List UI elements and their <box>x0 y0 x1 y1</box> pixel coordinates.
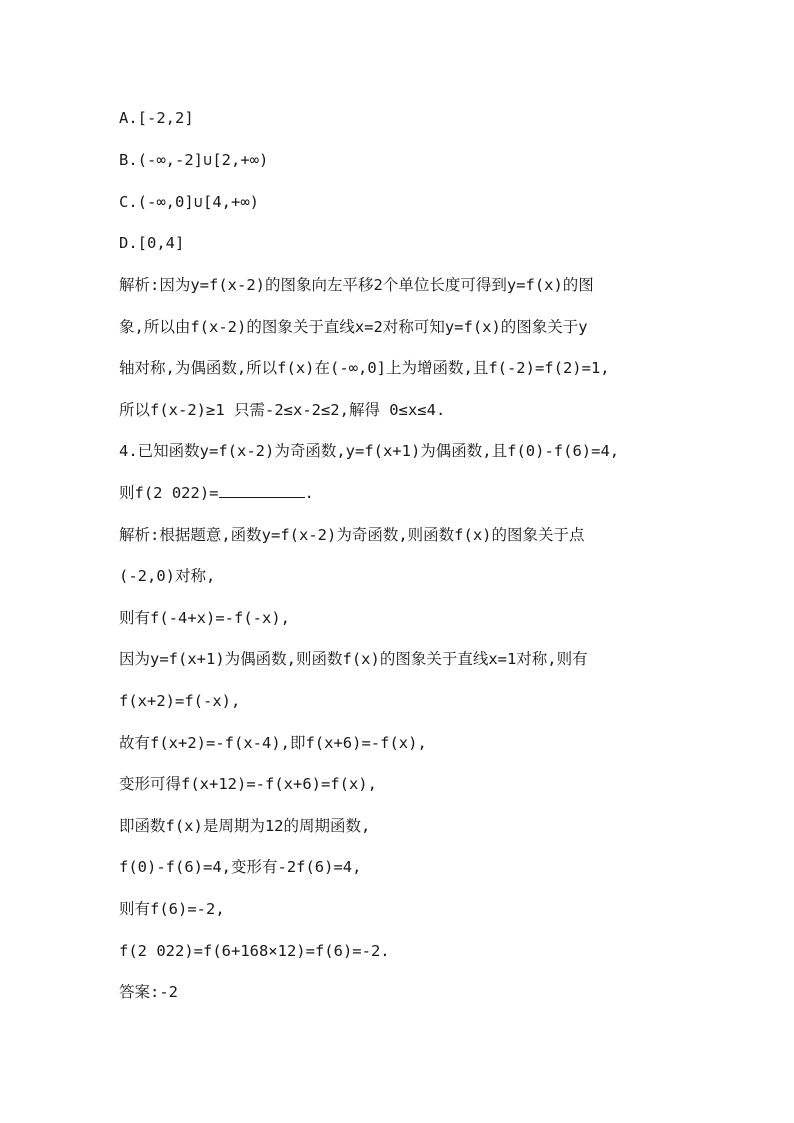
analysis4-line-3: 则有f(-4+x)=-f(-x), <box>119 609 290 627</box>
analysis3-line-3: 轴对称,为偶函数,所以f(x)在(-∞,0]上为增函数,且f(-2)=f(2)=1, <box>119 359 610 377</box>
analysis4-line-8: 即函数f(x)是周期为12的周期函数, <box>119 817 371 835</box>
analysis4-line-5: f(x+2)=f(-x), <box>119 692 241 710</box>
analysis4-line-1: 解析:根据题意,函数y=f(x-2)为奇函数,则函数f(x)的图象关于点 <box>119 526 585 544</box>
analysis4-line-11: f(2 022)=f(6+168×12)=f(6)=-2. <box>119 942 390 960</box>
answer-line: 答案:-2 <box>119 983 178 1001</box>
question4-line-2 <box>119 483 689 503</box>
analysis4-line-6: 故有f(x+2)=-f(x-4),即f(x+6)=-f(x), <box>119 734 427 752</box>
analysis4-line-2: (-2,0)对称, <box>119 567 216 585</box>
analysis4-line-4: 因为y=f(x+1)为偶函数,则函数f(x)的图象关于直线x=1对称,则有 <box>119 650 588 668</box>
analysis4-line-10: 则有f(6)=-2, <box>119 900 225 918</box>
option-a: A.[-2,2] <box>119 109 194 127</box>
question4-suffix: . <box>304 484 314 502</box>
analysis3-line-2: 象,所以由f(x-2)的图象关于直线x=2对称可知y=f(x)的图象关于y <box>119 318 588 336</box>
analysis3-line-1: 解析:因为y=f(x-2)的图象向左平移2个单位长度可得到y=f(x)的图 <box>119 276 594 294</box>
option-c: C.(-∞,0]∪[4,+∞) <box>119 193 259 211</box>
analysis4-line-9: f(0)-f(6)=4,变形有-2f(6)=4, <box>119 858 362 876</box>
option-d: D.[0,4] <box>119 234 185 252</box>
question4-line-1: 4.已知函数y=f(x-2)为奇函数,y=f(x+1)为偶函数,且f(0)-f(6)=4, <box>119 442 620 460</box>
analysis3-line-4: 所以f(x-2)≥1 只需-2≤x-2≤2,解得 0≤x≤4. <box>119 401 446 419</box>
option-b: B.(-∞,-2]∪[2,+∞) <box>119 151 269 169</box>
answer-blank <box>219 483 305 498</box>
analysis4-line-7: 变形可得f(x+12)=-f(x+6)=f(x), <box>119 775 377 793</box>
question4-prefix: 则f(2 022)= <box>119 484 219 502</box>
